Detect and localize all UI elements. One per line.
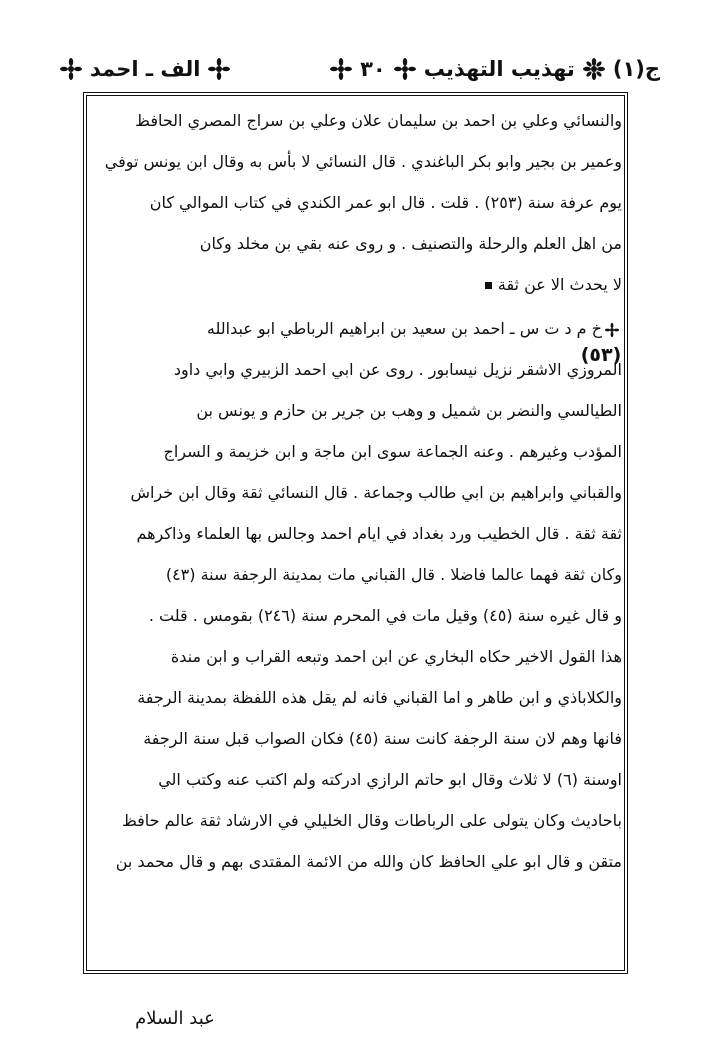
text-line: والقباني وابراهيم بن ابي طالب وجماعة . قال النسائي ثقة وقال ابن خراش [130,483,622,502]
header-title-group [330,57,660,81]
text-line: المروزي الاشقر نزيل نيسابور . روى عن ابي احمد الزبيري وابي داود [173,360,622,379]
text-line: من اهل العلم والرحلة والتصنيف . و روى عنه بقي بن مخلد وكان [199,234,622,253]
text-line: الطيالسي والنضر بن شميل و وهب بن جرير بن حازم و يونس بن [196,401,622,420]
text-line: خ م د ت س ـ احمد بن سعيد بن ابراهيم الرباطي ابو عبدالله [206,319,602,338]
text-line: وكان ثقة فهما عالما فاضلا . قال القباني مات بمدينة الرجفة سنة (٤٣) [165,565,622,584]
body-text [92,100,622,882]
paragraph-continuation [92,100,622,305]
volume-label: ج(١) [612,57,660,81]
book-title: تهذيب التهذيب [423,57,575,81]
flower-ornament-icon [605,323,619,337]
text-line: ثقة ثقة . قال الخطيب ورد بغداد في ايام احمد وجالس بها العلماء وذاكرهم [136,524,622,543]
flower-ornament-icon [60,58,82,80]
flower-ornament-icon [208,58,230,80]
text-line: يوم عرفة سنة (٢٥٣) . قلت . قال ابو عمر الكندي في كتاب الموالي كان [149,193,622,212]
entry-first-line [92,308,622,349]
running-header [60,52,660,86]
text-line: فانها وهم لان سنة الرجفة كانت سنة (٤٥) فكان الصواب قبل سنة الرجفة [143,729,622,748]
entry-paragraph [92,308,622,882]
flower-ornament-icon [394,58,416,80]
text-line: لا يحدث الا عن ثقة [497,275,622,294]
text-line: و قال غيره سنة (٤٥) وقيل مات في المحرم سنة (٢٤٦) بقومس . قلت . [148,606,622,625]
header-section-group [60,57,230,81]
text-line: باحاديث وكان يتولى على الرباطات وقال الخليلي في الارشاد ثقة عالم حافظ [121,811,622,830]
section-label: الف ـ احمد [90,57,201,81]
entry-number: (٥٣) [580,344,622,366]
flower-ornament-icon [330,58,352,80]
text-line: وعمير بن بجير وابو بكر الباغندي . قال النسائي لا بأس به وقال ابن يونس توفي [104,152,622,171]
text-line: والنسائي وعلي بن احمد بن سليمان علان وعلي بن سراج المصري الحافظ [135,111,622,130]
text-line-last [92,264,622,305]
page-number: ٣٠ [360,57,386,81]
flower-ornament-icon [583,58,605,80]
text-line: المؤدب وغيرهم . وعنه الجماعة سوى ابن ماجة و ابن خزيمة و السراج [163,442,622,461]
text-line: اوسنة (٦) لا ثلاث وقال ابو حاتم الرازي ادركته ولم اكتب عنه وكتب الي [158,770,622,789]
square-dot-icon [485,282,492,289]
text-line: هذا القول الاخير حكاه البخاري عن ابن احمد وتبعه القراب و ابن مندة [170,647,622,666]
text-line: والكلاباذي و ابن طاهر و اما القباني فانه لم يقل هذه اللفظة بمدينة الرجفة [137,688,622,707]
footer-name: عبد السلام [135,1008,215,1029]
text-line: متقن و قال ابو علي الحافظ كان والله من الائمة المقتدى بهم و قال محمد بن [115,852,622,871]
